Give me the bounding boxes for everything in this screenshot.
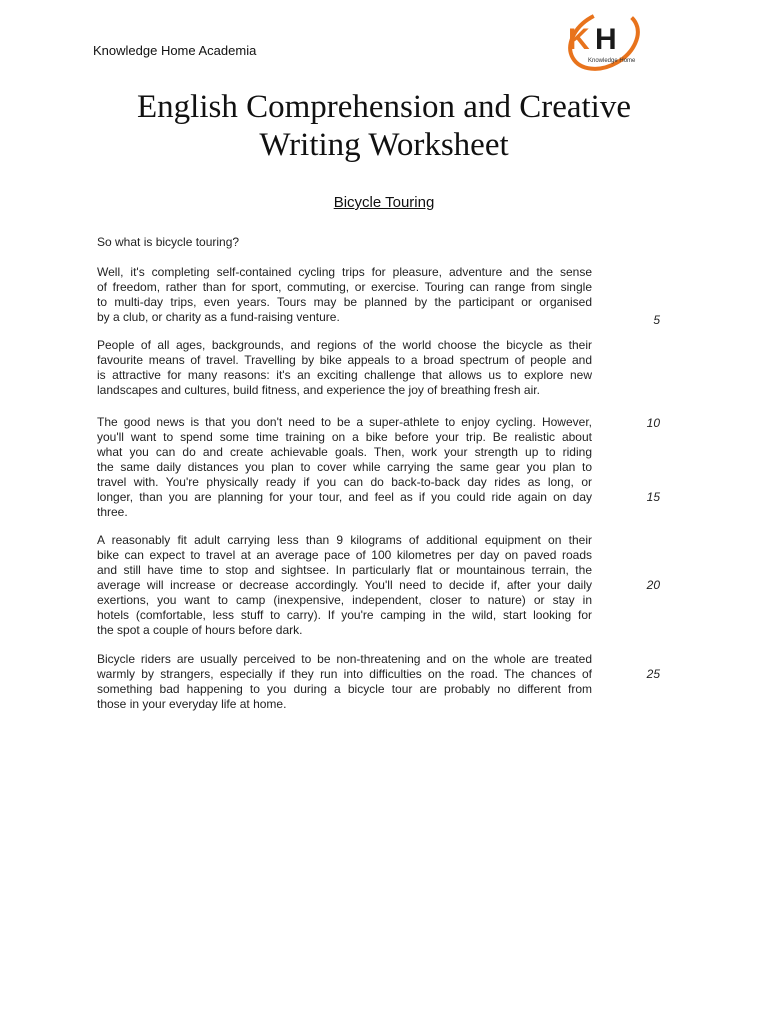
paragraph-5: Bicycle riders are usually perceived to be non-threatening and on the whole are treated warmly by strangers, especially if they run into difficulties on the road. The chances of something bad happening to you during a bicycle tour are probably no different from those in your everyday life at home. (97, 652, 592, 711)
line-number: 15 (646, 490, 660, 504)
page-title (84, 88, 684, 164)
line-number: 20 (646, 578, 660, 592)
line-number: 25 (646, 667, 660, 681)
paragraph-4: A reasonably fit adult carrying less than 9 kilograms of additional equipment on their bike can expect to travel at an average pace of 100 kilometres per day on paved roads and still have time to stop and sightsee. In particularly flat or mountainous terrain, the average will increase or decrease accordingly. You'll need to decide if, after your daily exertions, you want to camp (inexpensive, independent, closer to nature) or stay in hotels (comfortable, less stuff to carry). If you're camping in the wild, start looking for the spot a couple of hours before dark. (97, 533, 592, 637)
line-number: 5 (653, 313, 660, 327)
logo-tagline: Knowledge Home (588, 58, 636, 64)
svg-text:K: K (568, 23, 590, 56)
section-subtitle: Bicycle Touring (333, 194, 435, 211)
organization-name: Knowledge Home Academia (93, 43, 257, 58)
paragraph-3: The good news is that you don't need to be a super-athlete to enjoy cycling. However, you'll want to spend some time training on a bike before your trip. Be realistic about what you can do and create achievable goals. Then, work your strength up to riding the same daily distances you plan to cover while carrying the same gear you plan to travel with. You're physically ready if you can do back-to-back day rides as long, or longer, than you are planning for your tour, and feel as if you could ride again on day three. (97, 415, 592, 519)
passage-question: So what is bicycle touring? (97, 235, 240, 249)
paragraph-1: Well, it's completing self-contained cycling trips for pleasure, adventure and the sense of freedom, rather than for sport, commuting, or exercise. Touring can range from single to multi-day trips, even years. Tours may be planned by the participant or organised by a club, or charity as a fund-raising venture. (97, 265, 592, 324)
svg-text:H: H (595, 23, 617, 56)
kh-logo (558, 12, 648, 72)
line-number: 10 (646, 416, 660, 430)
paragraph-2: People of all ages, backgrounds, and regions of the world choose the bicycle as their favourite means of travel. Travelling by bike appeals to a broad spectrum of people and is attractive for many reasons: it's an exciting challenge that allows us to explore new landscapes and cultures, build fitness, and experience the joy of breathing fresh air. (97, 338, 592, 397)
title-line-1: English Comprehension and Creative (137, 89, 631, 125)
title-line-2: Writing Worksheet (259, 127, 509, 163)
